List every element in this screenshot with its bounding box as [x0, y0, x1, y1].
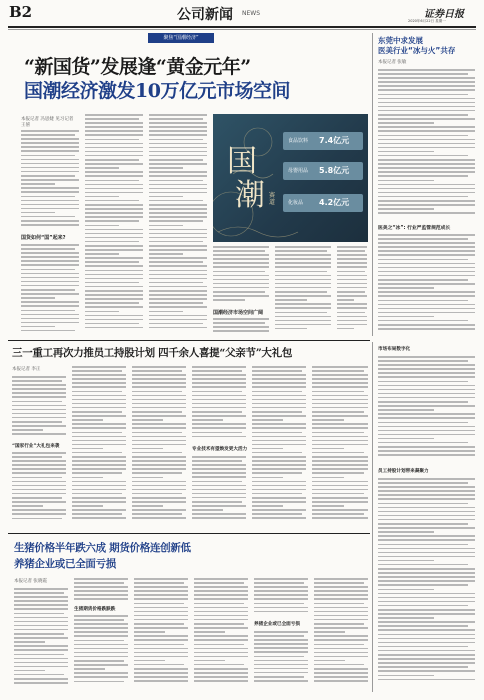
middle-col5	[252, 366, 306, 528]
graphic-title-char-2: 潮	[235, 178, 265, 213]
bottom-col3	[134, 578, 188, 690]
graphic-row-1	[283, 132, 363, 150]
graphic-row-2	[283, 162, 363, 180]
middle-subhead-2: 专业技术有望焕发更大活力	[192, 447, 248, 452]
lead-body-col2	[85, 114, 143, 334]
middle-col3	[132, 366, 186, 528]
right-headline-2: 医美行业“冰与火”共存	[378, 46, 456, 55]
middle-rule-top	[8, 340, 370, 341]
newspaper-logo: 证券日报	[424, 9, 464, 20]
issue-date: 2020年6月22日 星期一	[408, 19, 446, 23]
lead-headline-1: “新国货”发展逢“黄金元年”	[24, 56, 251, 78]
middle-col1	[12, 376, 66, 440]
masthead-rule-thin	[8, 29, 476, 30]
middle-subhead-1: “国家行业”大礼包来袭	[12, 444, 60, 449]
graphic-row-1-value: 7.4亿元	[319, 136, 350, 145]
graphic-row-2-value: 5.8亿元	[319, 166, 350, 175]
masthead-rule	[8, 26, 476, 28]
middle-col2	[72, 366, 126, 528]
middle-col1b	[12, 452, 66, 528]
right-body-2	[378, 234, 475, 334]
graphic-side-text: 赛道	[269, 192, 276, 206]
lead-body-col1	[21, 130, 79, 230]
middle-col6	[312, 366, 368, 528]
bottom-headline-1: 生猪价格半年跌六成 期货价格连创新低	[14, 542, 191, 554]
lead-kicker: 聚焦“国潮经济”	[148, 33, 214, 43]
right-body-1	[378, 69, 475, 219]
lead-body-col5	[275, 246, 331, 334]
lead-subhead-2: 国潮经济市场空间广阔	[213, 310, 264, 316]
column-divider	[372, 33, 373, 336]
bottom-col5	[254, 578, 308, 618]
graphic-title-char-1: 国	[227, 144, 257, 179]
bottom-col2	[74, 578, 128, 604]
lead-byline: 本报记者 冯思婕 见习记者 王僖	[21, 117, 74, 128]
middle-headline: 三一重工再次力推员工持股计划 四千余人喜提“父亲节”大礼包	[12, 347, 293, 359]
graphic-row-3-value: 4.2亿元	[319, 198, 350, 207]
column-divider-lower	[372, 342, 373, 692]
section-title-en: NEWS	[242, 10, 261, 17]
page-number: B2	[9, 3, 33, 21]
bottom-col1	[14, 588, 68, 690]
middle-col4b	[192, 456, 246, 528]
right-col-low	[378, 478, 475, 690]
lead-body-col4b	[213, 318, 269, 334]
lead-body-col6	[337, 246, 367, 334]
right-subhead: 医美之“冰”: 行业严监管规范成长	[378, 226, 451, 231]
right-headline-1: 东莞中求发展	[378, 36, 423, 45]
lead-subhead: 国货如何“国”起来?	[21, 235, 66, 241]
right-col-mid	[378, 356, 475, 464]
middle-subhead-4: 员工持股计划带来凝聚力	[378, 469, 429, 474]
bottom-col2b	[74, 615, 128, 690]
graphic-row-3-label: 化妆品	[288, 200, 304, 206]
bottom-byline: 本报记者 张晓霞	[14, 579, 47, 584]
lead-headline-2: 国潮经济激发10万亿元市场空间	[24, 80, 290, 102]
middle-byline: 本报记者 李正	[12, 367, 41, 372]
section-title: 公司新闻	[177, 7, 233, 23]
bottom-subhead-1: 生猪期货价格跌跌跌	[74, 607, 116, 612]
bottom-col5b	[254, 631, 308, 690]
middle-col4	[192, 366, 246, 444]
bottom-subhead-2: 养猪企业或已全面亏损	[254, 622, 300, 627]
graphic-row-3	[283, 194, 363, 212]
lead-body-col3	[149, 114, 207, 334]
graphic-row-2-label: 母婴用品	[288, 168, 309, 174]
lead-body-col4	[213, 246, 269, 306]
bottom-headline-2: 养猪企业或已全面亏损	[14, 558, 116, 570]
guochao-graphic	[213, 114, 368, 242]
graphic-row-1-label: 食品饮料	[288, 138, 309, 144]
bottom-col4	[194, 578, 248, 690]
right-byline: 本报记者 张敏	[378, 60, 407, 65]
bottom-col6	[314, 578, 368, 690]
bottom-rule-top	[8, 533, 370, 534]
lead-body-col1b	[21, 244, 79, 334]
middle-subhead-3: 市场布局数字化	[378, 347, 411, 352]
